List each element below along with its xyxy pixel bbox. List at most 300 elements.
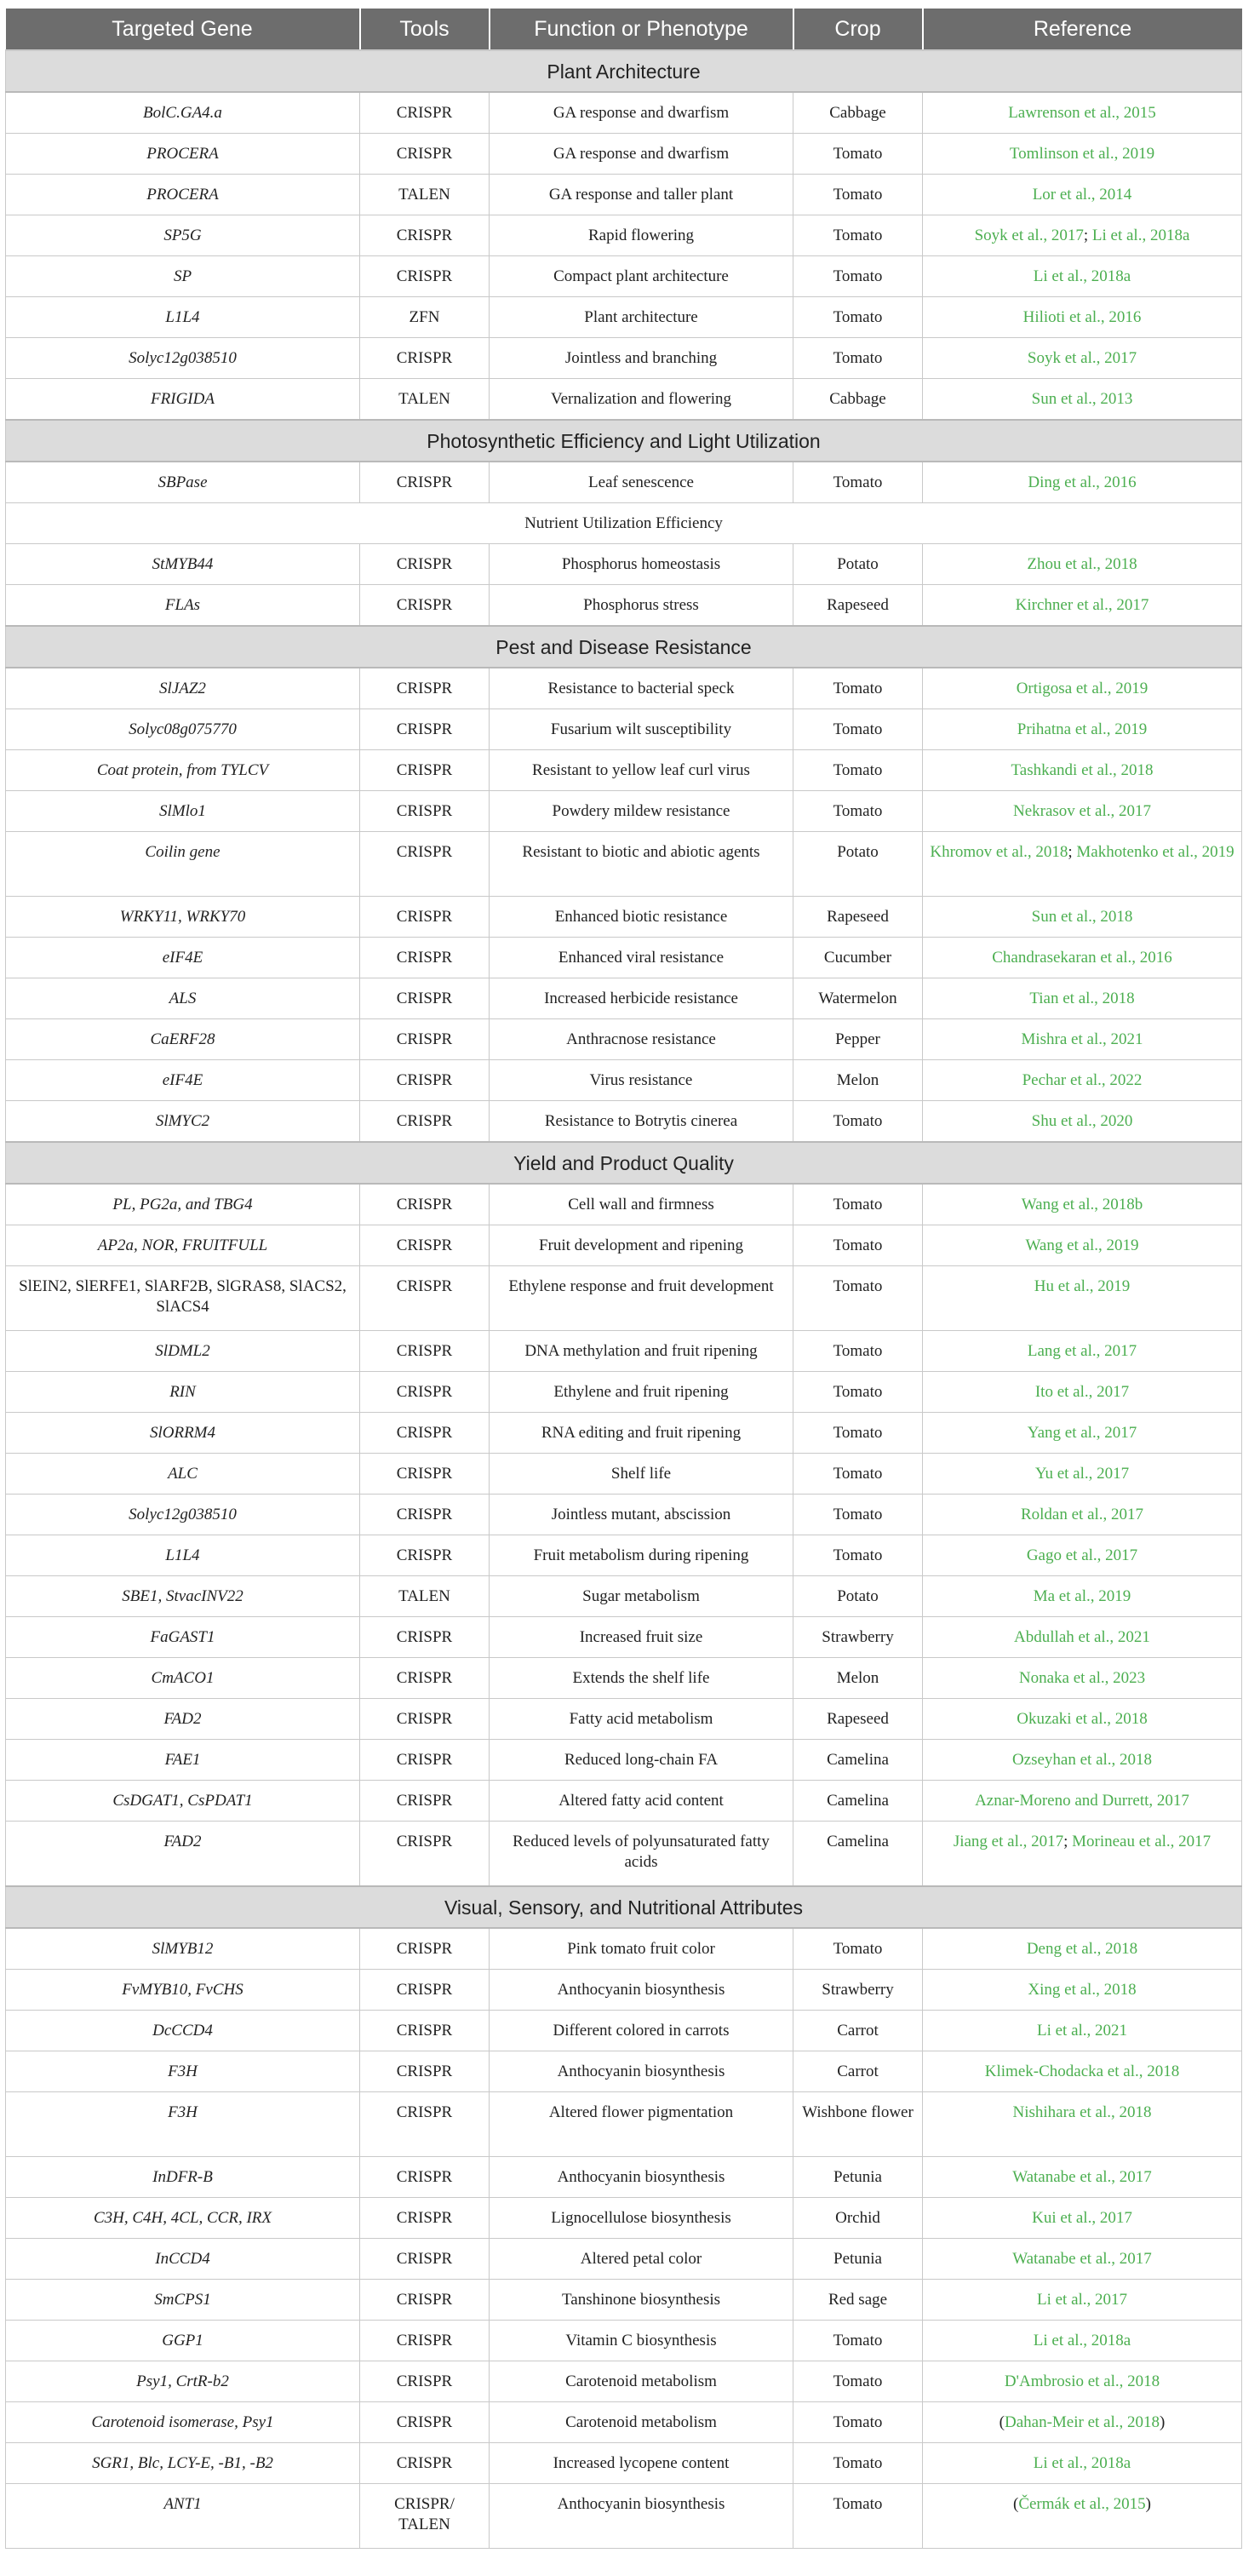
tool-cell: CRISPR xyxy=(360,709,490,750)
gene-cell: RIN xyxy=(6,1372,360,1413)
gene-cell: SlMYB12 xyxy=(6,1928,360,1970)
function-cell: Pink tomato fruit color xyxy=(490,1928,793,1970)
reference-link[interactable]: Li et al., 2018a xyxy=(1033,2332,1131,2349)
gene-cell: BolC.GA4.a xyxy=(6,92,360,134)
gene-cell: ANT1 xyxy=(6,2484,360,2549)
crop-cell: Potato xyxy=(793,544,923,585)
reference-cell xyxy=(923,2239,1242,2280)
function-cell: Anthocyanin biosynthesis xyxy=(490,2484,793,2549)
tool-cell: CRISPR xyxy=(360,750,490,791)
crop-cell: Potato xyxy=(793,1576,923,1617)
reference-link[interactable]: Li et al., 2018a xyxy=(1033,267,1131,285)
function-cell: Vernalization and flowering xyxy=(490,379,793,421)
paren-open: ( xyxy=(999,2413,1005,2431)
crop-cell: Tomato xyxy=(793,1495,923,1535)
crop-cell: Tomato xyxy=(793,750,923,791)
crop-cell: Tomato xyxy=(793,1928,923,1970)
table-row xyxy=(6,2280,1242,2321)
tool-cell: TALEN xyxy=(360,175,490,215)
subsection-row xyxy=(6,503,1242,544)
function-cell: Carotenoid metabolism xyxy=(490,2402,793,2443)
gene-cell: SlMYC2 xyxy=(6,1101,360,1143)
reference-link[interactable]: Zhou et al., 2018 xyxy=(1027,555,1137,573)
function-cell: Increased fruit size xyxy=(490,1617,793,1658)
table-row xyxy=(6,1535,1242,1576)
table-row xyxy=(6,897,1242,938)
reference-link[interactable]: Shu et al., 2020 xyxy=(1031,1112,1133,1130)
table-row xyxy=(6,2443,1242,2484)
crop-cell: Wishbone flower xyxy=(793,2092,923,2157)
table-row xyxy=(6,1617,1242,1658)
crop-cell: Tomato xyxy=(793,1331,923,1372)
tool-cell: CRISPR xyxy=(360,2051,490,2092)
paren-open: ( xyxy=(1013,2495,1019,2513)
crop-cell: Tomato xyxy=(793,338,923,379)
crop-cell: Tomato xyxy=(793,215,923,256)
reference-cell xyxy=(923,338,1242,379)
function-cell: Fruit development and ripening xyxy=(490,1225,793,1266)
tool-cell: CRISPR xyxy=(360,1970,490,2011)
table-row xyxy=(6,215,1242,256)
reference-link[interactable]: Roldan et al., 2017 xyxy=(1020,1506,1144,1523)
crop-cell: Camelina xyxy=(793,1740,923,1781)
function-cell: Anthocyanin biosynthesis xyxy=(490,2157,793,2198)
crop-cell: Strawberry xyxy=(793,1970,923,2011)
function-cell: Ethylene and fruit ripening xyxy=(490,1372,793,1413)
function-cell: Resistance to bacterial speck xyxy=(490,668,793,709)
tool-cell: CRISPR xyxy=(360,1225,490,1266)
reference-link[interactable]: Soyk et al., 2017 xyxy=(974,227,1084,244)
table-row xyxy=(6,1928,1242,1970)
reference-link[interactable]: Sun et al., 2013 xyxy=(1031,390,1133,408)
reference-link[interactable]: Abdullah et al., 2021 xyxy=(1014,1628,1150,1646)
crop-cell: Tomato xyxy=(793,256,923,297)
function-cell: Fatty acid metabolism xyxy=(490,1699,793,1740)
crop-cell: Petunia xyxy=(793,2157,923,2198)
section-title: Yield and Product Quality xyxy=(6,1142,1242,1184)
tool-cell: TALEN xyxy=(360,379,490,421)
table-row xyxy=(6,92,1242,134)
tool-cell: CRISPR xyxy=(360,1184,490,1225)
crop-cell: Tomato xyxy=(793,1413,923,1454)
tool-cell: CRISPR xyxy=(360,2321,490,2361)
tool-cell: CRISPR xyxy=(360,1266,490,1331)
reference-link[interactable]: Deng et al., 2018 xyxy=(1026,1940,1138,1958)
tool-cell: CRISPR xyxy=(360,2239,490,2280)
tool-cell: CRISPR xyxy=(360,1331,490,1372)
tool-cell: CRISPR xyxy=(360,897,490,938)
reference-link[interactable]: Ito et al., 2017 xyxy=(1034,1383,1130,1401)
reference-cell xyxy=(923,2402,1242,2443)
table-row xyxy=(6,1331,1242,1372)
gene-cell: GGP1 xyxy=(6,2321,360,2361)
reference-link[interactable]: Wang et al., 2018b xyxy=(1021,1196,1143,1213)
reference-link[interactable]: Khromov et al., 2018 xyxy=(930,843,1068,861)
reference-link[interactable]: Lor et al., 2014 xyxy=(1032,186,1132,204)
tool-cell: CRISPR xyxy=(360,1617,490,1658)
reference-link[interactable]: Čermák et al., 2015 xyxy=(1018,2495,1146,2513)
crop-cell: Tomato xyxy=(793,1535,923,1576)
function-cell: Carotenoid metabolism xyxy=(490,2361,793,2402)
gene-cell: FvMYB10, FvCHS xyxy=(6,1970,360,2011)
table-row xyxy=(6,338,1242,379)
tool-cell: CRISPR xyxy=(360,2361,490,2402)
table-row xyxy=(6,2051,1242,2092)
crop-cell: Tomato xyxy=(793,1454,923,1495)
reference-link[interactable]: Jiang et al., 2017 xyxy=(953,1833,1064,1850)
reference-link[interactable]: Ding et al., 2016 xyxy=(1028,473,1137,491)
table-row xyxy=(6,1495,1242,1535)
section-title: Photosynthetic Efficiency and Light Utilization xyxy=(6,420,1242,462)
gene-cell: FRIGIDA xyxy=(6,379,360,421)
function-cell: Anthocyanin biosynthesis xyxy=(490,1970,793,2011)
tool-cell: CRISPR xyxy=(360,2402,490,2443)
reference-link[interactable]: Nishihara et al., 2018 xyxy=(1012,2103,1152,2121)
gene-cell: L1L4 xyxy=(6,1535,360,1576)
reference-link[interactable]: Sun et al., 2018 xyxy=(1031,908,1133,926)
function-cell: Powdery mildew resistance xyxy=(490,791,793,832)
reference-cell xyxy=(923,791,1242,832)
table-row xyxy=(6,1699,1242,1740)
reference-link[interactable]: Nonaka et al., 2023 xyxy=(1018,1669,1146,1687)
reference-link[interactable]: Prihatna et al., 2019 xyxy=(1017,720,1148,738)
reference-link[interactable]: Hu et al., 2019 xyxy=(1034,1277,1131,1295)
crop-cell: Tomato xyxy=(793,1184,923,1225)
function-cell: Altered petal color xyxy=(490,2239,793,2280)
crop-cell: Rapeseed xyxy=(793,1699,923,1740)
crop-cell: Tomato xyxy=(793,2443,923,2484)
function-cell: Phosphorus stress xyxy=(490,585,793,627)
reference-link[interactable]: D'Ambrosio et al., 2018 xyxy=(1004,2372,1160,2390)
table-row xyxy=(6,1372,1242,1413)
function-cell: DNA methylation and fruit ripening xyxy=(490,1331,793,1372)
crop-cell: Camelina xyxy=(793,1781,923,1822)
tool-cell: CRISPR xyxy=(360,1699,490,1740)
crop-cell: Melon xyxy=(793,1658,923,1699)
table-row xyxy=(6,1970,1242,2011)
reference-link[interactable]: Gago et al., 2017 xyxy=(1026,1546,1138,1564)
reference-cell xyxy=(923,1331,1242,1372)
gene-cell: L1L4 xyxy=(6,297,360,338)
tool-cell: TALEN xyxy=(360,1576,490,1617)
function-cell: Fusarium wilt susceptibility xyxy=(490,709,793,750)
table-row xyxy=(6,1740,1242,1781)
reference-link[interactable]: Li et al., 2017 xyxy=(1036,2291,1128,2309)
reference-link[interactable]: Klimek-Chodacka et al., 2018 xyxy=(984,2063,1180,2080)
tool-cell: CRISPR xyxy=(360,1372,490,1413)
reference-cell xyxy=(923,668,1242,709)
gene-cell: PROCERA xyxy=(6,134,360,175)
reference-cell xyxy=(923,544,1242,585)
gene-cell: ALS xyxy=(6,978,360,1019)
crop-cell: Cabbage xyxy=(793,379,923,421)
reference-link[interactable]: Tashkandi et al., 2018 xyxy=(1011,761,1154,779)
reference-link[interactable]: Ma et al., 2019 xyxy=(1033,1587,1131,1605)
reference-link[interactable]: Kirchner et al., 2017 xyxy=(1015,596,1149,614)
tool-cell: CRISPR xyxy=(360,92,490,134)
reference-cell xyxy=(923,1101,1242,1143)
reference-cell xyxy=(923,215,1242,256)
section-header-row xyxy=(6,626,1242,668)
crop-cell: Tomato xyxy=(793,709,923,750)
function-cell: Virus resistance xyxy=(490,1060,793,1101)
reference-cell xyxy=(923,297,1242,338)
header-tools: Tools xyxy=(360,9,490,50)
gene-cell: eIF4E xyxy=(6,938,360,978)
crop-cell: Tomato xyxy=(793,1266,923,1331)
function-cell: Ethylene response and fruit development xyxy=(490,1266,793,1331)
gene-cell: InCCD4 xyxy=(6,2239,360,2280)
reference-cell xyxy=(923,2280,1242,2321)
crop-cell: Tomato xyxy=(793,2361,923,2402)
gene-cell: Psy1, CrtR-b2 xyxy=(6,2361,360,2402)
reference-link[interactable]: Watanabe et al., 2017 xyxy=(1012,2168,1152,2186)
reference-cell xyxy=(923,897,1242,938)
reference-link[interactable]: Pechar et al., 2022 xyxy=(1022,1071,1143,1089)
function-cell: Fruit metabolism during ripening xyxy=(490,1535,793,1576)
reference-cell xyxy=(923,585,1242,627)
tool-cell: CRISPR xyxy=(360,215,490,256)
table-row xyxy=(6,668,1242,709)
crop-cell: Cabbage xyxy=(793,92,923,134)
function-cell: Anthocyanin biosynthesis xyxy=(490,2051,793,2092)
reference-link[interactable]: Morineau et al., 2017 xyxy=(1072,1833,1211,1850)
gene-cell: SlORRM4 xyxy=(6,1413,360,1454)
tool-cell: CRISPR xyxy=(360,791,490,832)
section-header-row xyxy=(6,420,1242,462)
reference-cell xyxy=(923,1225,1242,1266)
table-row xyxy=(6,2321,1242,2361)
crop-cell: Tomato xyxy=(793,2484,923,2549)
reference-cell xyxy=(923,1372,1242,1413)
table-row xyxy=(6,938,1242,978)
crop-cell: Petunia xyxy=(793,2239,923,2280)
reference-cell xyxy=(923,134,1242,175)
reference-cell xyxy=(923,1781,1242,1822)
gene-cell: CaERF28 xyxy=(6,1019,360,1060)
reference-cell xyxy=(923,1454,1242,1495)
gene-cell: SlEIN2, SlERFE1, SlARF2B, SlGRAS8, SlACS2, SlACS4 xyxy=(6,1266,360,1331)
function-cell: Shelf life xyxy=(490,1454,793,1495)
gene-cell: CmACO1 xyxy=(6,1658,360,1699)
table-row xyxy=(6,2361,1242,2402)
reference-cell xyxy=(923,2198,1242,2239)
gene-cell: ALC xyxy=(6,1454,360,1495)
table-row xyxy=(6,2239,1242,2280)
function-cell: Enhanced viral resistance xyxy=(490,938,793,978)
gene-cell: FLAs xyxy=(6,585,360,627)
tool-cell: CRISPR xyxy=(360,338,490,379)
reference-link[interactable]: Yang et al., 2017 xyxy=(1027,1424,1137,1442)
reference-link[interactable]: Aznar-Moreno and Durrett, 2017 xyxy=(975,1792,1189,1810)
reference-separator: ; xyxy=(1063,1833,1073,1850)
reference-link[interactable]: Wang et al., 2019 xyxy=(1025,1236,1139,1254)
table-row xyxy=(6,2198,1242,2239)
reference-cell xyxy=(923,1740,1242,1781)
crop-cell: Rapeseed xyxy=(793,897,923,938)
function-cell: Rapid flowering xyxy=(490,215,793,256)
section-title: Plant Architecture xyxy=(6,50,1242,92)
reference-cell xyxy=(923,1822,1242,1887)
reference-cell xyxy=(923,832,1242,897)
crop-cell: Cucumber xyxy=(793,938,923,978)
crop-cell: Rapeseed xyxy=(793,585,923,627)
crop-cell: Pepper xyxy=(793,1019,923,1060)
gene-cell: SP5G xyxy=(6,215,360,256)
crop-cell: Tomato xyxy=(793,1372,923,1413)
reference-cell xyxy=(923,1266,1242,1331)
tool-cell: CRISPR xyxy=(360,832,490,897)
crop-cell: Camelina xyxy=(793,1822,923,1887)
crop-cell: Carrot xyxy=(793,2011,923,2051)
table-row xyxy=(6,585,1242,627)
crop-cell: Tomato xyxy=(793,462,923,503)
tool-cell: CRISPR xyxy=(360,1658,490,1699)
table-row xyxy=(6,379,1242,421)
table-row xyxy=(6,1060,1242,1101)
reference-cell xyxy=(923,2011,1242,2051)
table-row xyxy=(6,750,1242,791)
section-title: Pest and Disease Resistance xyxy=(6,626,1242,668)
gene-cell: CsDGAT1, CsPDAT1 xyxy=(6,1781,360,1822)
reference-link[interactable]: Lawrenson et al., 2015 xyxy=(1008,104,1156,122)
reference-link[interactable]: Li et al., 2018a xyxy=(1091,227,1190,244)
tool-cell: CRISPR xyxy=(360,978,490,1019)
reference-cell xyxy=(923,256,1242,297)
table-row xyxy=(6,175,1242,215)
gene-cell: eIF4E xyxy=(6,1060,360,1101)
table-row xyxy=(6,297,1242,338)
function-cell: Lignocellulose biosynthesis xyxy=(490,2198,793,2239)
tool-cell: CRISPR xyxy=(360,1535,490,1576)
gene-cell: SlDML2 xyxy=(6,1331,360,1372)
table-row xyxy=(6,1019,1242,1060)
reference-link[interactable]: Chandrasekaran et al., 2016 xyxy=(992,949,1172,967)
function-cell: Compact plant architecture xyxy=(490,256,793,297)
function-cell: Resistant to yellow leaf curl virus xyxy=(490,750,793,791)
tool-cell: CRISPR/ TALEN xyxy=(360,2484,490,2549)
tool-cell: CRISPR xyxy=(360,544,490,585)
gene-cell: SlJAZ2 xyxy=(6,668,360,709)
header-reference: Reference xyxy=(923,9,1242,50)
reference-cell xyxy=(923,1658,1242,1699)
table-row xyxy=(6,2484,1242,2549)
table-row xyxy=(6,1658,1242,1699)
function-cell: Vitamin C biosynthesis xyxy=(490,2321,793,2361)
table-row xyxy=(6,1413,1242,1454)
gene-cell: FAD2 xyxy=(6,1822,360,1887)
gene-cell: SlMlo1 xyxy=(6,791,360,832)
reference-cell xyxy=(923,938,1242,978)
tool-cell: CRISPR xyxy=(360,938,490,978)
function-cell: Resistance to Botrytis cinerea xyxy=(490,1101,793,1143)
function-cell: Sugar metabolism xyxy=(490,1576,793,1617)
gene-cell: Solyc12g038510 xyxy=(6,338,360,379)
reference-link[interactable]: Ortigosa et al., 2019 xyxy=(1016,680,1148,697)
gene-cell: SBE1, StvacINV22 xyxy=(6,1576,360,1617)
crop-cell: Red sage xyxy=(793,2280,923,2321)
function-cell: GA response and dwarfism xyxy=(490,92,793,134)
tool-cell: CRISPR xyxy=(360,2280,490,2321)
tool-cell: CRISPR xyxy=(360,462,490,503)
tool-cell: CRISPR xyxy=(360,134,490,175)
table-row xyxy=(6,2402,1242,2443)
reference-link[interactable]: Dahan-Meir et al., 2018 xyxy=(1004,2413,1160,2431)
reference-cell xyxy=(923,2157,1242,2198)
tool-cell: CRISPR xyxy=(360,1495,490,1535)
table-body xyxy=(6,50,1242,2549)
table-row xyxy=(6,1576,1242,1617)
reference-link[interactable]: Li et al., 2021 xyxy=(1036,2022,1128,2040)
reference-link[interactable]: Soyk et al., 2017 xyxy=(1027,349,1137,367)
reference-cell xyxy=(923,750,1242,791)
crop-cell: Strawberry xyxy=(793,1617,923,1658)
reference-cell xyxy=(923,2321,1242,2361)
reference-link[interactable]: Lang et al., 2017 xyxy=(1027,1342,1137,1360)
function-cell: Tanshinone biosynthesis xyxy=(490,2280,793,2321)
reference-link[interactable]: Watanabe et al., 2017 xyxy=(1012,2250,1152,2268)
table-row xyxy=(6,1822,1242,1887)
section-header-row xyxy=(6,1886,1242,1928)
function-cell: Extends the shelf life xyxy=(490,1658,793,1699)
function-cell: RNA editing and fruit ripening xyxy=(490,1413,793,1454)
table-header xyxy=(6,9,1242,50)
crop-cell: Potato xyxy=(793,832,923,897)
function-cell: Increased lycopene content xyxy=(490,2443,793,2484)
crop-cell: Orchid xyxy=(793,2198,923,2239)
reference-link[interactable]: Li et al., 2018a xyxy=(1033,2454,1131,2472)
table-row xyxy=(6,256,1242,297)
reference-cell xyxy=(923,2051,1242,2092)
paren-close: ) xyxy=(1160,2413,1166,2431)
tool-cell: CRISPR xyxy=(360,1822,490,1887)
gene-cell: StMYB44 xyxy=(6,544,360,585)
tool-cell: CRISPR xyxy=(360,2443,490,2484)
function-cell: Resistant to biotic and abiotic agents xyxy=(490,832,793,897)
reference-cell xyxy=(923,175,1242,215)
reference-link[interactable]: Kui et al., 2017 xyxy=(1032,2209,1132,2227)
reference-link[interactable]: Nekrasov et al., 2017 xyxy=(1013,802,1151,820)
table-row xyxy=(6,1266,1242,1331)
gene-cell: FAE1 xyxy=(6,1740,360,1781)
gene-cell: SP xyxy=(6,256,360,297)
reference-link[interactable]: Xing et al., 2018 xyxy=(1028,1981,1137,1999)
reference-link[interactable]: Yu et al., 2017 xyxy=(1034,1465,1130,1483)
function-cell: GA response and taller plant xyxy=(490,175,793,215)
tool-cell: ZFN xyxy=(360,297,490,338)
reference-link[interactable]: Tian et al., 2018 xyxy=(1029,990,1135,1007)
reference-link[interactable]: Hilioti et al., 2016 xyxy=(1022,308,1142,326)
function-cell: Reduced long-chain FA xyxy=(490,1740,793,1781)
reference-cell xyxy=(923,1060,1242,1101)
table-row xyxy=(6,791,1242,832)
tool-cell: CRISPR xyxy=(360,1781,490,1822)
gene-cell: DcCCD4 xyxy=(6,2011,360,2051)
tool-cell: CRISPR xyxy=(360,2157,490,2198)
reference-link[interactable]: Tomlinson et al., 2019 xyxy=(1009,145,1155,163)
function-cell: Jointless mutant, abscission xyxy=(490,1495,793,1535)
gene-cell: PROCERA xyxy=(6,175,360,215)
tool-cell: CRISPR xyxy=(360,2011,490,2051)
gene-cell: C3H, C4H, 4CL, CCR, IRX xyxy=(6,2198,360,2239)
reference-link[interactable]: Mishra et al., 2021 xyxy=(1021,1030,1143,1048)
reference-link[interactable]: Makhotenko et al., 2019 xyxy=(1076,843,1234,861)
reference-link[interactable]: Okuzaki et al., 2018 xyxy=(1017,1710,1148,1728)
crop-cell: Tomato xyxy=(793,1101,923,1143)
gene-cell: F3H xyxy=(6,2051,360,2092)
tool-cell: CRISPR xyxy=(360,1454,490,1495)
reference-link[interactable]: Ozseyhan et al., 2018 xyxy=(1011,1751,1153,1769)
